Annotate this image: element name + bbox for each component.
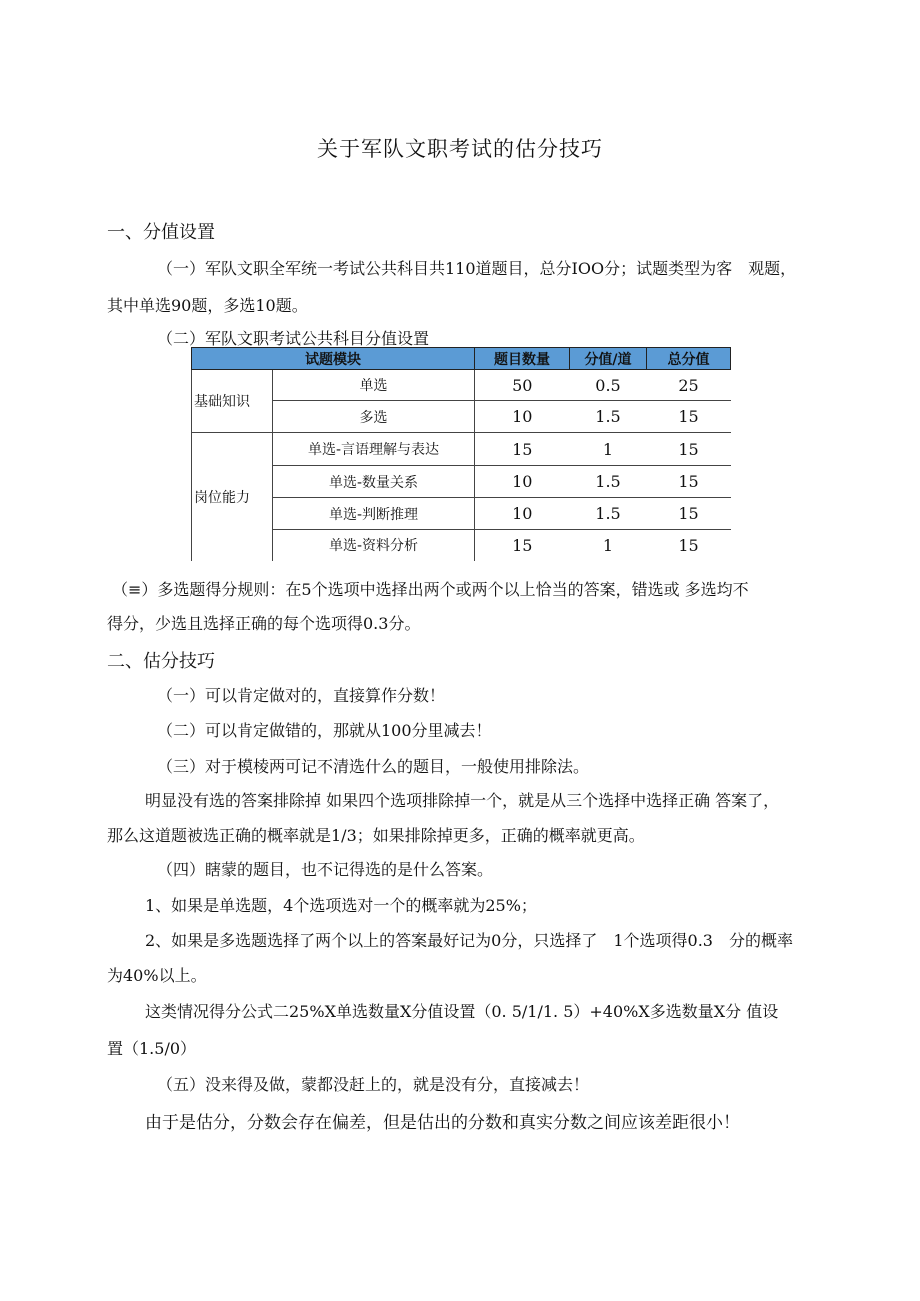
- page-title: 关于军队文职考试的估分技巧: [317, 137, 603, 161]
- paragraph-text: 为40%以上。: [107, 966, 207, 985]
- total-cell: 15: [647, 401, 731, 433]
- tip-item: （三）对于模棱两可记不清选什么的题目，一般使用排除法。: [157, 757, 590, 776]
- item-cell: 多选: [273, 401, 475, 433]
- formula-text: 置（1.5/0）: [107, 1039, 197, 1058]
- item-cell: 单选-资料分析: [273, 530, 475, 561]
- table-row: [192, 433, 731, 466]
- table-row: [192, 530, 731, 561]
- tip-item: （四）瞎蒙的题目，也不记得选的是什么答案。: [157, 860, 494, 879]
- header-count: 题目数量: [475, 348, 570, 370]
- score-table: [191, 347, 731, 561]
- total-cell: 15: [647, 466, 731, 498]
- paragraph-text: 1、如果是单选题，4个选项选对一个的概率就为25%；: [145, 896, 537, 915]
- value-cell: 1: [570, 433, 647, 466]
- paragraph-text: 其中单选90题，多选10题。: [107, 296, 308, 315]
- count-cell: 50: [475, 370, 570, 401]
- table-row: [192, 498, 731, 530]
- conclusion-text: 由于是估分，分数会存在偏差，但是估出的分数和真实分数之间应该差距很小！: [145, 1113, 740, 1133]
- count-cell: 10: [475, 498, 570, 530]
- section1-heading: 一、分值设置: [107, 222, 215, 243]
- value-cell: 1.5: [570, 401, 647, 433]
- paragraph-text: （≡）多选题得分规则：在5个选项中选择出两个或两个以上恰当的答案，错选或 多选均不: [112, 580, 749, 599]
- value-cell: 0.5: [570, 370, 647, 401]
- table-row: [192, 370, 731, 401]
- paragraph-text: 2、如果是多选题选择了两个以上的答案最好记为0分，只选择了 1个选项得0.3 分的概率: [145, 931, 793, 950]
- paragraph-text: 得分，少选且选择正确的每个选项得0.3分。: [107, 614, 421, 633]
- module-cell: 岗位能力: [192, 433, 273, 561]
- count-cell: 10: [475, 466, 570, 498]
- value-cell: 1.5: [570, 466, 647, 498]
- value-cell: 1: [570, 530, 647, 561]
- tip-item: （二）可以肯定做错的，那就从100分里减去！: [157, 721, 492, 740]
- table-caption: （二）军队文职考试公共科目分值设置: [157, 329, 430, 348]
- count-cell: 10: [475, 401, 570, 433]
- table-header-row: [192, 348, 731, 370]
- total-cell: 15: [647, 433, 731, 466]
- count-cell: 15: [475, 530, 570, 561]
- total-cell: 25: [647, 370, 731, 401]
- module-cell: 基础知识: [192, 370, 273, 433]
- total-cell: 15: [647, 530, 731, 561]
- value-cell: 1.5: [570, 498, 647, 530]
- section2-heading: 二、估分技巧: [107, 651, 215, 672]
- item-cell: 单选: [273, 370, 475, 401]
- header-total: 总分值: [647, 348, 731, 370]
- header-value: 分值/道: [570, 348, 647, 370]
- header-module: 试题模块: [192, 348, 475, 370]
- count-cell: 15: [475, 433, 570, 466]
- table-row: [192, 401, 731, 433]
- total-cell: 15: [647, 498, 731, 530]
- tip-item: （五）没来得及做，蒙都没赶上的，就是没有分，直接减去！: [157, 1075, 590, 1094]
- formula-text: 这类情况得分公式二25%X单选数量X分值设置（0. 5/1/1. 5）+40%X多选数量X分 值设: [145, 1002, 779, 1021]
- item-cell: 单选-数量关系: [273, 466, 475, 498]
- paragraph-text: （一）军队文职全军统一考试公共科目共110道题目，总分IOO分；试题类型为客 观题，: [157, 259, 797, 278]
- paragraph-text: 那么这道题被选正确的概率就是1/3；如果排除掉更多，正确的概率就更高。: [107, 826, 645, 845]
- item-cell: 单选-言语理解与表达: [273, 433, 475, 466]
- item-cell: 单选-判断推理: [273, 498, 475, 530]
- tip-item: （一）可以肯定做对的，直接算作分数！: [157, 686, 446, 705]
- table-row: [192, 466, 731, 498]
- paragraph-text: 明显没有选的答案排除掉 如果四个选项排除掉一个，就是从三个选择中选择正确 答案了，: [145, 791, 780, 810]
